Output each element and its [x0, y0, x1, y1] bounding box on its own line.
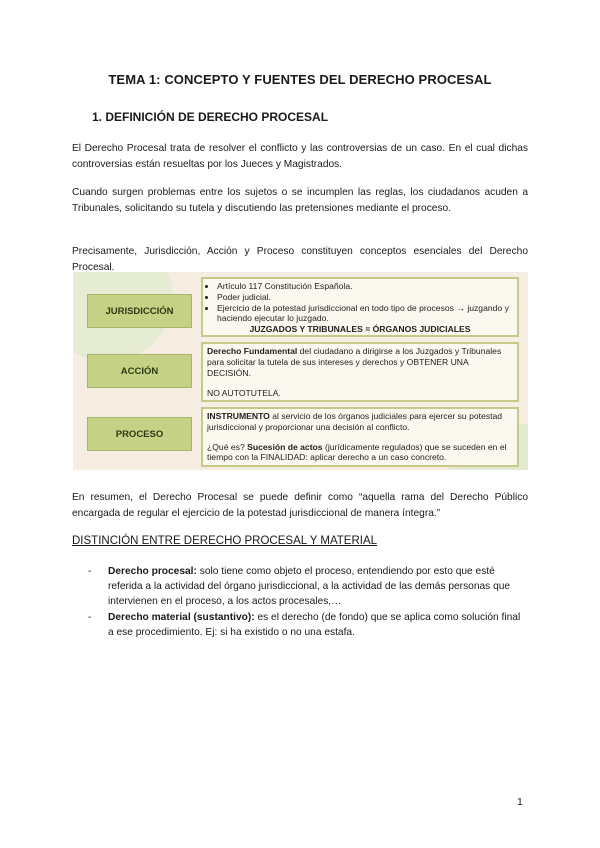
distinction-heading: DISTINCIÓN ENTRE DERECHO PROCESAL Y MATERIAL: [72, 535, 378, 547]
paragraph-3: Precisamente, Jurisdicción, Acción y Proceso constituyen conceptos esenciales del Derecho Procesal.: [72, 246, 528, 273]
section-heading: 1. DEFINICIÓN DE DERECHO PROCESAL: [92, 110, 329, 124]
page-title: TEMA 1: CONCEPTO Y FUENTES DEL DERECHO PROCESAL: [108, 72, 492, 87]
accion-definition: [207, 346, 513, 378]
paragraph-summary: En resumen, el Derecho Procesal se puede definir como “aquella rama del Derecho Público encargada de regular el ejercicio de la potestad jurisdiccional de manera íntegra.”: [72, 492, 528, 519]
proceso-text-2: (jurídicamente regulados) que se suceden en el tiempo con la FINALIDAD: aplicar derecho a un caso concreto.: [207, 441, 507, 463]
dash: -: [88, 611, 92, 623]
proceso-label: PROCESO: [87, 417, 192, 451]
jurisdiccion-box: [201, 277, 519, 337]
term-text: es el derecho (de fondo) que se aplica como solución final a ese procedimiento. Ej: si ha existido o no una estafa.: [108, 611, 521, 638]
accion-text: del ciudadano a dirigirse a los Juzgados y Tribunales para solicitar la tutela de sus intereses y derechos y OBTENER UNA DECISIÓN.: [207, 346, 502, 378]
accion-note: NO AUTOTUTELA.: [207, 388, 281, 399]
accion-label: ACCIÓN: [87, 354, 192, 388]
term: Derecho material (sustantivo):: [108, 611, 255, 623]
term: Derecho procesal:: [108, 566, 197, 577]
page-number: 1: [517, 796, 523, 808]
jurisdiccion-footer: JUZGADOS Y TRIBUNALES = ÓRGANOS JUDICIALES: [249, 324, 471, 335]
list-item: [88, 610, 528, 640]
proceso-bold: INSTRUMENTO: [207, 411, 270, 421]
paragraph-2: Cuando surgen problemas entre los sujetos o se incumplen las reglas, los ciudadanos acuden a Tribunales, solicitando su tutela y discutiendo las pretensiones mediante el proceso.: [72, 187, 528, 214]
jurisdiccion-item: • Poder judicial.: [217, 292, 513, 303]
accion-box: [201, 342, 519, 402]
jurisdiccion-item: • Ejercicio de la potestad jurisdiccional en todo tipo de procesos → juzgando y haciendo ejecutar lo juzgado.: [217, 303, 513, 325]
proceso-question: [207, 442, 513, 464]
jurisdiccion-item: • Artículo 117 Constitución Española.: [217, 281, 513, 292]
proceso-text: al servicio de los órganos judiciales para ejercer su potestad jurisdiccional y proporcionar una decisión al conflicto.: [207, 411, 503, 432]
proceso-bold-2: Sucesión de actos: [247, 441, 323, 452]
dash: -: [88, 566, 92, 577]
term-text: solo tiene como objeto el proceso, entendiendo por esto que esté referida a la actividad del órgano jurisdiccional, a la actividad de las demás personas que intervienen en el proceso, a los actos procesales,…: [108, 566, 511, 608]
distinction-list: [88, 564, 528, 640]
jurisdiccion-label: JURISDICCIÓN: [87, 294, 192, 328]
proceso-box: [201, 407, 519, 467]
proceso-q: ¿Qué es?: [207, 441, 248, 452]
list-item: [88, 564, 528, 610]
paragraph-1: El Derecho Procesal trata de resolver el conflicto y las controversias de un caso. En el cual dichas controversias están resueltas por los Jueces y Magistrados.: [72, 143, 528, 170]
proceso-definition: [207, 411, 513, 433]
concepts-figure: [73, 272, 528, 470]
accion-bold: Derecho Fundamental: [207, 346, 298, 356]
